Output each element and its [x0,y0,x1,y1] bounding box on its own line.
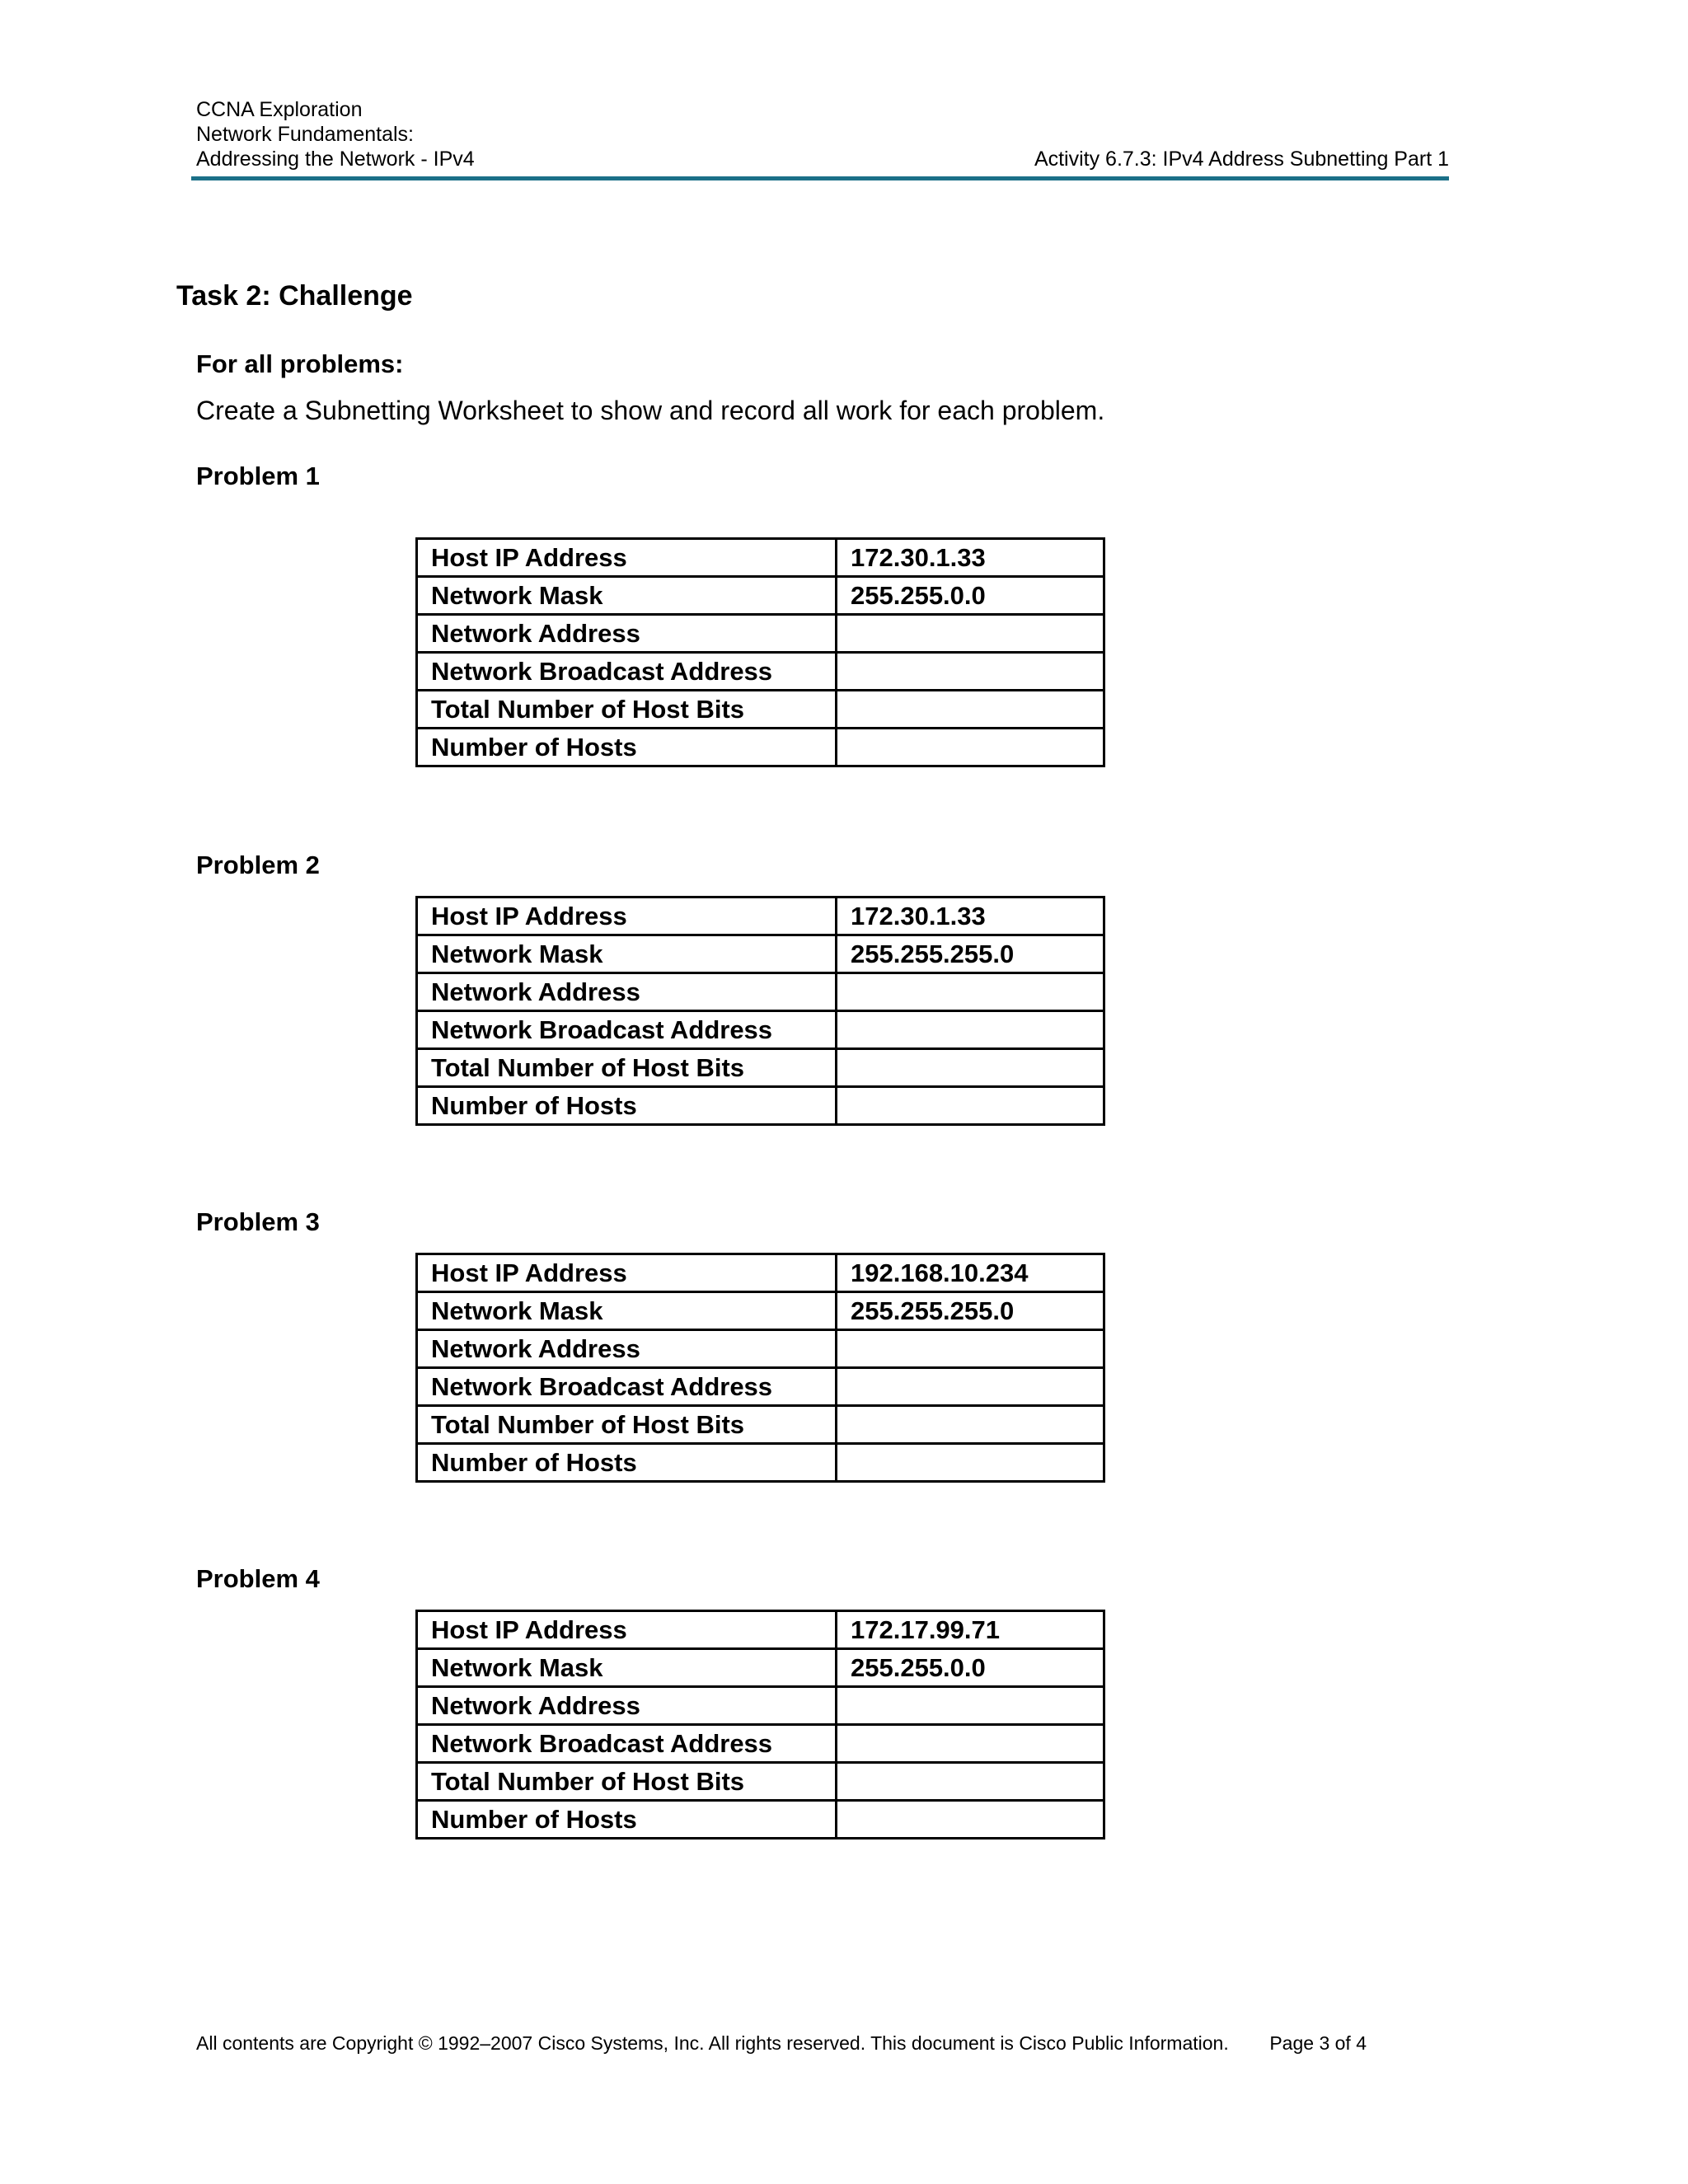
row-value[interactable]: 172.30.1.33 [837,539,1104,577]
table-row [417,898,1104,935]
row-label: Host IP Address [417,1254,837,1292]
row-label: Network Address [417,1330,837,1368]
problem-3-table [415,1253,1105,1483]
table-row [417,1801,1104,1839]
header-chapter: Addressing the Network - IPv4 [196,148,475,171]
table-row [417,1611,1104,1649]
row-value[interactable]: 192.168.10.234 [837,1254,1104,1292]
row-label: Network Broadcast Address [417,1368,837,1406]
table-row [417,539,1104,577]
table-row [417,577,1104,615]
table-row [417,1049,1104,1087]
row-label: Network Mask [417,577,837,615]
table-row [417,1687,1104,1725]
row-label: Number of Hosts [417,1801,837,1839]
table-row [417,691,1104,729]
row-label: Network Address [417,1687,837,1725]
table-row [417,1011,1104,1049]
row-value[interactable] [837,1368,1104,1406]
header-divider [191,176,1449,180]
row-value[interactable]: 172.30.1.33 [837,898,1104,935]
problem-2-label: Problem 2 [196,851,320,879]
row-label: Network Broadcast Address [417,653,837,691]
table-row [417,1292,1104,1330]
problem-3-label: Problem 3 [196,1207,320,1236]
row-value[interactable]: 172.17.99.71 [837,1611,1104,1649]
table-row [417,1368,1104,1406]
table-row [417,1330,1104,1368]
page-number: Page 3 of 4 [1269,2032,1367,2054]
row-value[interactable] [837,1687,1104,1725]
page-footer [196,2032,1367,2055]
table-row [417,1254,1104,1292]
row-label: Total Number of Host Bits [417,1763,837,1801]
problem-1-label: Problem 1 [196,462,320,490]
table-row [417,1087,1104,1125]
row-value[interactable] [837,1763,1104,1801]
task-title: Task 2: Challenge [176,280,413,312]
table-row [417,653,1104,691]
header-course: CCNA Exploration [196,98,363,121]
row-value[interactable] [837,1330,1104,1368]
table-row [417,973,1104,1011]
row-label: Number of Hosts [417,1087,837,1125]
page-header [196,97,1449,171]
row-value[interactable] [837,1011,1104,1049]
table-row [417,729,1104,766]
problem-2-table [415,896,1105,1126]
row-value[interactable] [837,973,1104,1011]
all-problems-instructions: Create a Subnetting Worksheet to show and record all work for each problem. [196,396,1105,425]
table-row [417,1725,1104,1763]
row-value[interactable] [837,615,1104,653]
row-label: Total Number of Host Bits [417,691,837,729]
row-value[interactable] [837,1049,1104,1087]
row-value[interactable] [837,691,1104,729]
row-value[interactable]: 255.255.255.0 [837,935,1104,973]
table-row [417,615,1104,653]
copyright-notice: All contents are Copyright © 1992–2007 Cisco Systems, Inc. All rights reserved. This document is Cisco Public Information. [196,2032,1229,2054]
row-label: Network Address [417,973,837,1011]
row-label: Network Broadcast Address [417,1011,837,1049]
row-label: Network Broadcast Address [417,1725,837,1763]
row-label: Network Mask [417,935,837,973]
table-row [417,1649,1104,1687]
row-value[interactable]: 255.255.0.0 [837,577,1104,615]
row-label: Network Mask [417,1649,837,1687]
header-module: Network Fundamentals: [196,123,415,146]
row-value[interactable] [837,1801,1104,1839]
row-label: Host IP Address [417,898,837,935]
table-row [417,1763,1104,1801]
row-value[interactable] [837,1725,1104,1763]
row-label: Total Number of Host Bits [417,1406,837,1444]
row-value[interactable]: 255.255.255.0 [837,1292,1104,1330]
row-value[interactable] [837,1087,1104,1125]
row-label: Number of Hosts [417,729,837,766]
row-label: Network Address [417,615,837,653]
header-activity-title: Activity 6.7.3: IPv4 Address Subnetting Part 1 [1034,148,1449,171]
row-value[interactable] [837,729,1104,766]
row-value[interactable]: 255.255.0.0 [837,1649,1104,1687]
row-label: Total Number of Host Bits [417,1049,837,1087]
table-row [417,1444,1104,1482]
table-row [417,1406,1104,1444]
table-row [417,935,1104,973]
problem-1-table [415,537,1105,767]
all-problems-heading: For all problems: [196,349,404,378]
row-label: Network Mask [417,1292,837,1330]
row-label: Host IP Address [417,1611,837,1649]
problem-4-label: Problem 4 [196,1564,320,1593]
problem-4-table [415,1610,1105,1840]
row-label: Number of Hosts [417,1444,837,1482]
row-value[interactable] [837,1406,1104,1444]
row-label: Host IP Address [417,539,837,577]
row-value[interactable] [837,1444,1104,1482]
row-value[interactable] [837,653,1104,691]
